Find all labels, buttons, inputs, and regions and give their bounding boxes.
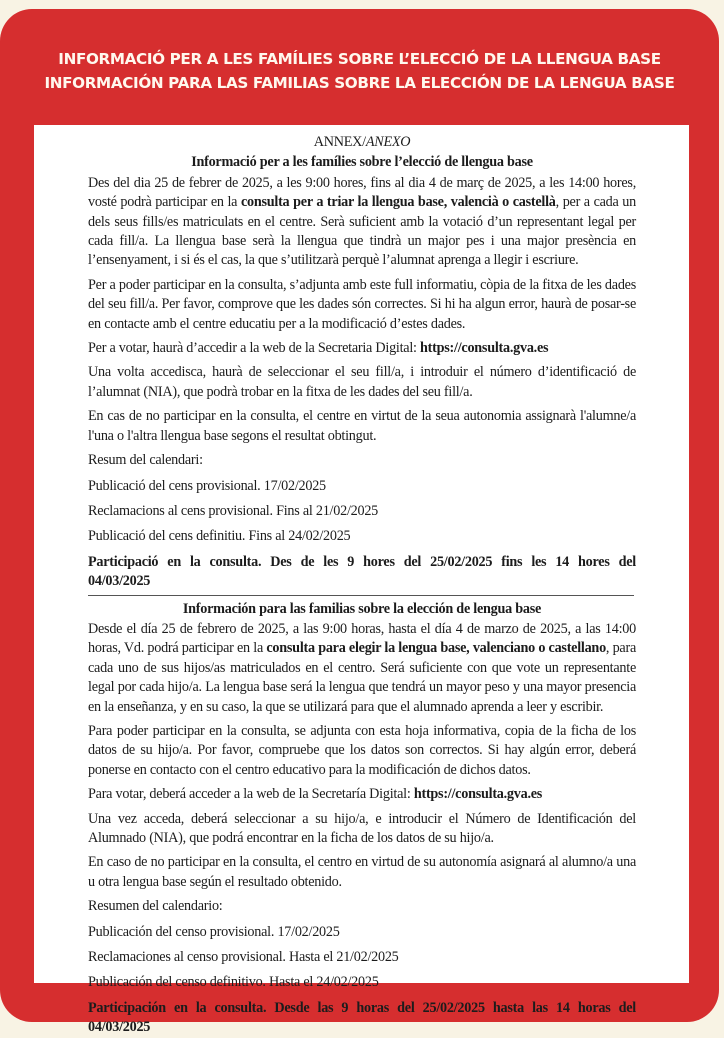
consultation-link[interactable]: https://consulta.gva.es	[413, 786, 543, 803]
calendar-item: Publicació del cens provisional. 17/02/2025	[88, 477, 326, 494]
paragraph-no-participation-valencian: En cas de no participar en la consulta, el centre en virtut de la seua autonomia assignarà l'alumne/a l'una o l'altra llengua base segons el resultat obtingut.	[88, 408, 636, 444]
calendar-item: Publicació del cens definitiu. Fins al 24/02/2025	[88, 528, 351, 545]
text: Desde el día 25 de febrero de 2025, a las 9:00 horas, hasta el día 4 de marzo de 2025, a las 14:00 horas, Vd. podrá participar en la	[88, 620, 636, 657]
text: Para votar, deberá acceder a la web de la Secretaría Digital:	[88, 786, 414, 803]
banner-title-valencian: INFORMACIÓ PER A LES FAMÍLIES SOBRE L’ELECCIÓ DE LA LLENGUA BASE	[58, 50, 661, 68]
consultation-link[interactable]: https://consulta.gva.es	[420, 340, 549, 357]
calendar-heading-valencian: Resum del calendari:	[88, 452, 203, 469]
section-divider	[88, 595, 634, 596]
calendar-item: Publicación del censo provisional. 17/02/2025	[88, 923, 340, 940]
paragraph-vote-web-valencian	[88, 339, 636, 358]
annex-title-spanish: ANEXO	[365, 134, 411, 150]
paragraph-data-sheet-valencian: Per a poder participar en la consulta, s’adjunta amb este full informatiu, còpia de la fitxa de les dades del seu fill/a. Per favor, comprove que les dades són correctes. Si hi ha algun error, haurà de posar-se en contacte amb el centre educatiu per a la modificació d’estes dades.	[88, 276, 636, 332]
calendar-item: Reclamacions al cens provisional. Fins al 21/02/2025	[88, 502, 379, 519]
emphasis-consultation: consulta para elegir la lengua base, valenciano o castellano	[266, 640, 606, 657]
participation-dates-spanish: Participación en la consulta. Desde las 9 horas del 25/02/2025 hasta las 14 horas del 04/03/2025	[88, 999, 636, 1036]
paragraph-no-participation-spanish: En caso de no participar en la consulta, el centro en virtud de su autonomía asignará al alumno/a una u otra lengua base según el resultado obtenido.	[88, 854, 636, 890]
paragraph-data-sheet-spanish: Para poder participar en la consulta, se adjunta con esta hoja informativa, copia de la ficha de los datos de su hijo/a. Por favor, compruebe que los datos son correctos. Si hay algún error, deberá ponerse en contacto con el centro educativo para la modificación de dichos datos.	[88, 722, 636, 778]
document-body	[88, 133, 636, 1038]
text: Per a votar, haurà d’accedir a la web de la Secretaria Digital:	[88, 340, 421, 357]
section-title-spanish: Información para las familias sobre la elección de lengua base	[182, 600, 542, 617]
annex-document	[34, 125, 689, 1036]
paragraph-intro-spanish	[88, 620, 636, 717]
text: , para cada uno de sus hijos/as matriculados en el centro. Será suficiente con que vote un representante legal por cada hijo/a. La lengua base será la lengua que tendrá un mayor peso y una mayor presencia en la enseñanza, y en su caso, la que se utilizará para que el alumnado aprenda a leer y escribir.	[88, 640, 636, 715]
paragraph-nia-spanish: Una vez acceda, deberá seleccionar a su hijo/a, e introducir el Número de Identificación del Alumnado (NIA), que podrá encontrar en la ficha de los datos de su hijo/a.	[88, 810, 636, 846]
banner-title-spanish: INFORMACIÓN PARA LAS FAMILIAS SOBRE LA ELECCIÓN DE LA LENGUA BASE	[44, 74, 675, 92]
annex-title-valencian: ANNEX/	[313, 134, 366, 150]
text: Des del dia 25 de febrer de 2025, a les 9:00 hores, fins al dia 4 de març de 2025, a les 14:00 hores, vosté podrà participar en la	[88, 174, 636, 211]
paragraph-nia-valencian: Una volta accedisca, haurà de seleccionar el seu fill/a, i introduir el número d’identificació de l’alumnat (NIA), que podrà trobar en la fitxa de les dades del seu fill/a.	[88, 364, 636, 400]
calendar-item: Reclamaciones al censo provisional. Hasta el 21/02/2025	[88, 949, 399, 966]
text: , per a cada un dels seus fills/es matriculats en el centre. Serà suficient amb la votació d’un representant legal per cada fill/a. La llengua base serà la llengua que tindrà un major pes i una major presència en l’ensenyament, i si és el cas, la que s’utilitzarà perquè l’alumnat aprenga a llegir i escriure.	[88, 194, 636, 269]
calendar-heading-spanish: Resumen del calendario:	[88, 898, 223, 915]
calendar-item: Publicación del censo definitivo. Hasta el 24/02/2025	[88, 974, 379, 991]
annex-title	[88, 133, 636, 152]
participation-dates-valencian: Participació en la consulta. Des de les 9 hores del 25/02/2025 fins les 14 hores del 04/03/2025	[88, 553, 636, 590]
emphasis-consultation: consulta per a triar la llengua base, valencià o castellà	[240, 194, 556, 211]
section-title-valencian: Informació per a les famílies sobre l’elecció de llengua base	[191, 154, 533, 171]
paragraph-intro-valencian	[88, 174, 636, 271]
paragraph-vote-web-spanish	[88, 785, 636, 804]
banner-heading	[0, 47, 719, 95]
